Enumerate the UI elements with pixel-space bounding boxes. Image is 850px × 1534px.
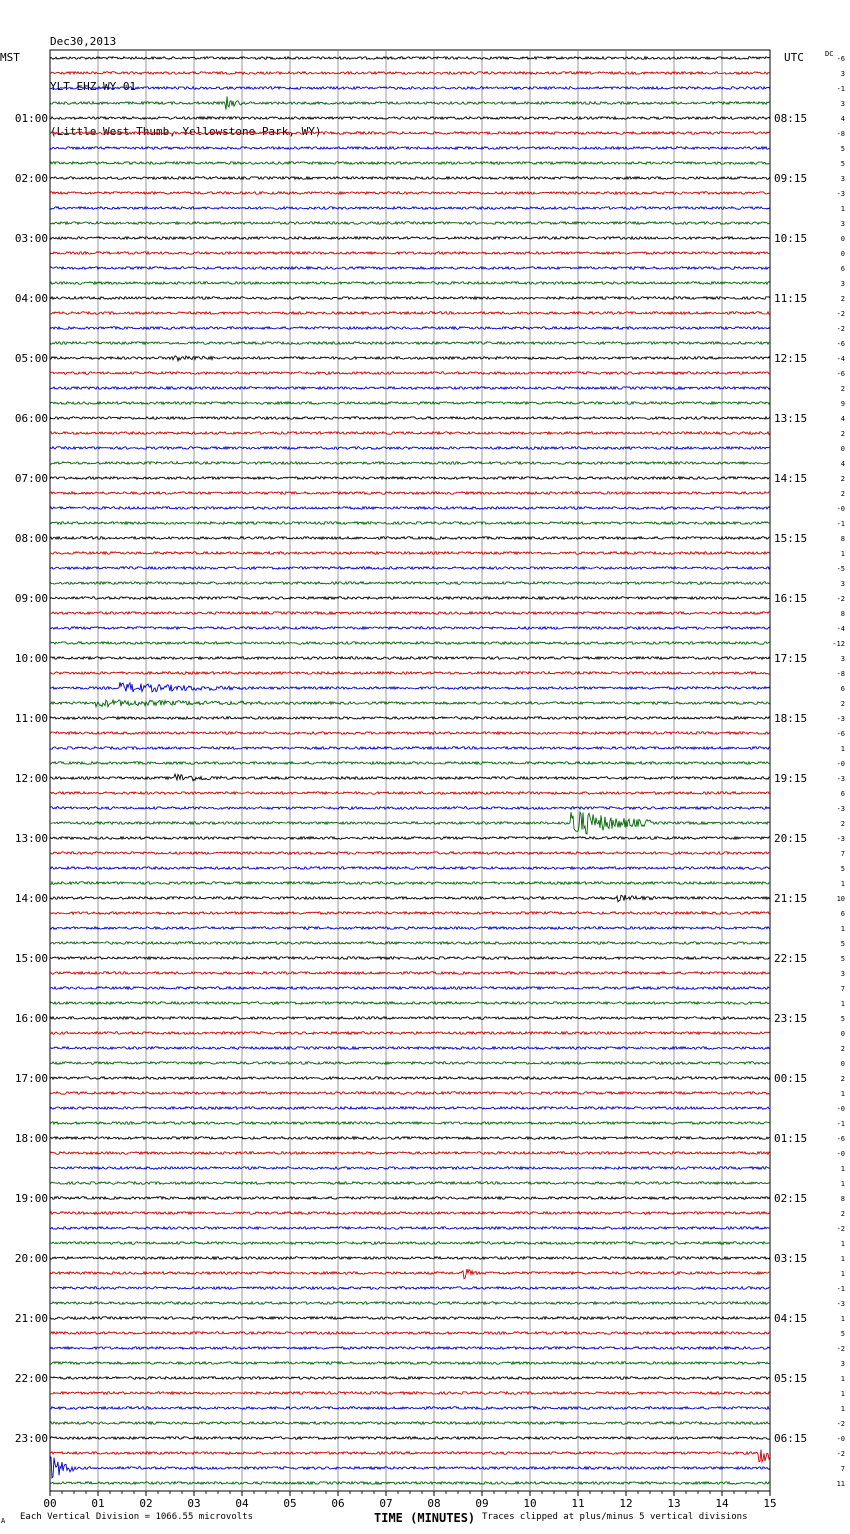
seismic-trace	[50, 177, 770, 180]
seismic-trace	[50, 192, 770, 195]
dc-offset-label: 1	[840, 1375, 845, 1383]
dc-offset-label: -1	[836, 1120, 845, 1128]
dc-offset-label: 0	[840, 235, 845, 243]
seismic-trace	[50, 612, 770, 615]
dc-offset-label: 1	[840, 1240, 845, 1248]
seismic-trace	[50, 812, 770, 834]
seismic-trace	[50, 327, 770, 330]
seismic-trace	[50, 867, 770, 870]
right-time-label: 05:15	[774, 1372, 808, 1385]
seismic-trace	[50, 1422, 770, 1425]
dc-offset-label: 1	[840, 1390, 845, 1398]
seismic-trace	[50, 162, 770, 165]
right-time-label: 10:15	[774, 232, 808, 245]
left-time-label: 04:00	[14, 292, 48, 305]
right-time-label: 17:15	[774, 652, 808, 665]
dc-offset-label: -6	[836, 730, 845, 738]
seismic-trace	[50, 1362, 770, 1365]
seismic-trace	[50, 417, 770, 420]
dc-offset-label: 3	[840, 655, 845, 663]
right-time-label: 15:15	[774, 532, 808, 545]
seismic-trace	[50, 507, 770, 510]
seismic-trace	[50, 462, 770, 465]
seismic-trace	[50, 627, 770, 630]
dc-offset-label: -3	[836, 775, 845, 783]
seismic-trace	[50, 372, 770, 375]
seismic-trace	[50, 147, 770, 150]
dc-offset-label: -4	[836, 355, 845, 363]
right-time-label: 06:15	[774, 1432, 808, 1445]
seismic-trace	[50, 552, 770, 555]
dc-offset-label: 1	[840, 1255, 845, 1263]
dc-offset-label: 8	[840, 535, 845, 543]
right-time-label: 18:15	[774, 712, 808, 725]
utc-label: UTC	[784, 51, 804, 64]
dc-offset-label: -1	[836, 520, 845, 528]
dc-offset-label: 2	[840, 385, 845, 393]
dc-offset-label: 1	[840, 745, 845, 753]
seismic-trace	[50, 807, 770, 810]
seismic-trace	[50, 1287, 770, 1290]
x-tick-label: 13	[667, 1497, 681, 1510]
dc-offset-label: 6	[840, 685, 845, 693]
x-tick-label: 07	[379, 1497, 393, 1510]
seismic-trace	[50, 1017, 770, 1020]
dc-offset-label: 1	[840, 205, 845, 213]
seismic-trace	[50, 267, 770, 270]
seismic-trace	[50, 582, 770, 585]
seismic-trace	[50, 1152, 770, 1155]
seismic-trace	[50, 1167, 770, 1170]
left-time-label: 15:00	[14, 952, 48, 965]
dc-offset-label: 6	[840, 910, 845, 918]
seismic-trace	[50, 387, 770, 390]
left-time-label: 20:00	[14, 1252, 48, 1265]
seismic-trace	[50, 1077, 770, 1080]
x-tick-label: 01	[91, 1497, 105, 1510]
seismic-trace	[50, 1377, 770, 1380]
seismic-trace	[50, 117, 770, 120]
right-time-label: 14:15	[774, 472, 808, 485]
seismic-trace	[50, 57, 770, 60]
dc-offset-label: 8	[840, 1195, 845, 1203]
x-tick-label: 04	[235, 1497, 249, 1510]
dc-offset-label: 1	[840, 1405, 845, 1413]
dc-offset-label: 3	[840, 220, 845, 228]
dc-offset-label: 2	[840, 430, 845, 438]
dc-offset-label: 1	[840, 1270, 845, 1278]
right-time-label: 03:15	[774, 1252, 808, 1265]
location-label: (Little West Thumb, Yellowstone Park, WY)	[50, 125, 322, 138]
dc-offset-label: 4	[840, 460, 845, 468]
left-time-label: 14:00	[14, 892, 48, 905]
dc-offset-label: 3	[840, 70, 845, 78]
dc-offset-label: -0	[836, 1150, 845, 1158]
left-time-label: 01:00	[14, 112, 48, 125]
left-time-label: 11:00	[14, 712, 48, 725]
seismic-trace	[50, 882, 770, 885]
date-label: Dec30,2013	[50, 35, 117, 48]
seismic-trace	[50, 852, 770, 855]
left-time-label: 07:00	[14, 472, 48, 485]
seismic-trace	[50, 282, 770, 285]
right-time-label: 02:15	[774, 1192, 808, 1205]
dc-offset-label: 2	[840, 1045, 845, 1053]
left-time-label: 17:00	[14, 1072, 48, 1085]
dc-offset-label: 2	[840, 1075, 845, 1083]
left-time-label: 08:00	[14, 532, 48, 545]
seismic-trace	[50, 1437, 770, 1440]
x-tick-label: 06	[331, 1497, 345, 1510]
dc-offset-label: 6	[840, 265, 845, 273]
seismic-trace	[50, 1032, 770, 1035]
seismic-trace	[50, 1317, 770, 1320]
left-time-label: 16:00	[14, 1012, 48, 1025]
left-time-label: 19:00	[14, 1192, 48, 1205]
right-time-label: 22:15	[774, 952, 808, 965]
left-time-label: 02:00	[14, 172, 48, 185]
dc-offset-label: 8	[840, 610, 845, 618]
dc-offset-label: 10	[836, 895, 845, 903]
dc-offset-label: 1	[840, 1165, 845, 1173]
dc-offset-label: 1	[840, 925, 845, 933]
dc-offset-label: -6	[836, 55, 845, 63]
x-tick-label: 14	[715, 1497, 729, 1510]
dc-offset-label: 2	[840, 820, 845, 828]
seismic-trace	[50, 957, 770, 960]
right-time-label: 08:15	[774, 112, 808, 125]
dc-offset-label: -1	[836, 85, 845, 93]
seismic-trace	[50, 1456, 770, 1478]
dc-offset-label: -0	[836, 1105, 845, 1113]
dc-offset-label: 3	[840, 580, 845, 588]
dc-offset-label: 3	[840, 970, 845, 978]
dc-offset-label: 1	[840, 550, 845, 558]
seismic-trace	[50, 1347, 770, 1350]
seismic-trace	[50, 912, 770, 915]
seismic-trace	[50, 672, 770, 675]
seismic-trace	[50, 732, 770, 735]
x-tick-label: 05	[283, 1497, 297, 1510]
dc-offset-label: 1	[840, 1315, 845, 1323]
left-time-label: 09:00	[14, 592, 48, 605]
station-label: YLT EHZ WY 01	[50, 80, 137, 93]
dc-offset-label: 0	[840, 1060, 845, 1068]
seismic-trace	[50, 762, 770, 765]
seismic-trace	[50, 895, 770, 902]
dc-offset-label: 2	[840, 700, 845, 708]
dc-offset-label: 6	[840, 790, 845, 798]
dc-offset-label: 3	[840, 100, 845, 108]
dc-offset-label: 3	[840, 1360, 845, 1368]
x-tick-label: 10	[523, 1497, 537, 1510]
right-time-label: 09:15	[774, 172, 808, 185]
seismic-trace	[50, 87, 770, 90]
left-time-label: 21:00	[14, 1312, 48, 1325]
dc-offset-label: -2	[836, 1225, 845, 1233]
dc-offset-label: 0	[840, 250, 845, 258]
seismic-trace	[50, 774, 770, 781]
seismic-trace	[50, 402, 770, 405]
dc-offset-label: 9	[840, 400, 845, 408]
left-time-label: 10:00	[14, 652, 48, 665]
seismic-trace	[50, 927, 770, 930]
dc-offset-label: 1	[840, 880, 845, 888]
dc-offset-label: -0	[836, 505, 845, 513]
dc-offset-label: -6	[836, 370, 845, 378]
left-time-label: 22:00	[14, 1372, 48, 1385]
x-tick-label: 15	[763, 1497, 777, 1510]
seismic-trace	[50, 342, 770, 345]
seismic-trace	[50, 567, 770, 570]
seismic-trace	[50, 1182, 770, 1185]
dc-offset-label: 7	[840, 985, 845, 993]
right-time-label: 19:15	[774, 772, 808, 785]
dc-offset-label: -3	[836, 190, 845, 198]
plot-frame	[50, 50, 770, 1491]
dc-offset-label: -6	[836, 340, 845, 348]
dc-offset-label: 5	[840, 940, 845, 948]
seismic-trace	[50, 657, 770, 660]
right-time-label: 16:15	[774, 592, 808, 605]
seismic-trace	[50, 1242, 770, 1245]
dc-offset-label: 1	[840, 1000, 845, 1008]
dc-offset-label: -3	[836, 715, 845, 723]
mst-label: MST	[0, 51, 20, 64]
seismic-trace	[50, 72, 770, 75]
dc-offset-label: 2	[840, 475, 845, 483]
dc-offset-label: 5	[840, 160, 845, 168]
seismic-trace	[50, 96, 770, 109]
dc-offset-label: -5	[836, 565, 845, 573]
seismic-trace	[50, 987, 770, 990]
dc-offset-label: 7	[840, 850, 845, 858]
left-time-label: 05:00	[14, 352, 48, 365]
left-time-label: 03:00	[14, 232, 48, 245]
dc-offset-label: -2	[836, 1450, 845, 1458]
dc-offset-label: 5	[840, 955, 845, 963]
clip-note: Traces clipped at plus/minus 5 vertical divisions	[482, 1512, 748, 1522]
x-axis-title: TIME (MINUTES)	[374, 1511, 476, 1525]
dc-offset-label: -3	[836, 805, 845, 813]
seismic-trace	[50, 132, 770, 135]
seismic-trace	[50, 1450, 770, 1462]
seismic-trace	[50, 1107, 770, 1110]
seismic-trace	[50, 537, 770, 540]
seismic-trace	[50, 1047, 770, 1050]
left-time-label: 18:00	[14, 1132, 48, 1145]
left-time-label: 23:00	[14, 1432, 48, 1445]
dc-offset-label: -2	[836, 310, 845, 318]
dc-offset-label: 3	[840, 280, 845, 288]
dc-offset-label: 11	[836, 1480, 845, 1488]
seismic-trace	[50, 1257, 770, 1260]
seismic-trace	[50, 1227, 770, 1230]
seismic-trace	[50, 1002, 770, 1005]
seismic-trace	[50, 477, 770, 480]
dc-offset-label: -4	[836, 625, 845, 633]
seismic-trace	[50, 1407, 770, 1410]
seismic-trace	[50, 1122, 770, 1125]
seismic-trace	[50, 972, 770, 975]
dc-offset-label: -1	[836, 1285, 845, 1293]
dc-offset-label: -3	[836, 835, 845, 843]
seismic-trace	[50, 522, 770, 525]
left-time-label: 13:00	[14, 832, 48, 845]
dc-offset-label: -0	[836, 1435, 845, 1443]
seismic-trace	[50, 1137, 770, 1140]
seismic-trace	[50, 792, 770, 795]
seismic-trace	[50, 492, 770, 495]
dc-offset-label: 1	[840, 1180, 845, 1188]
dc-offset-label: 4	[840, 415, 845, 423]
x-tick-label: 08	[427, 1497, 441, 1510]
dc-offset-label: 5	[840, 145, 845, 153]
dc-offset-label: 5	[840, 865, 845, 873]
right-time-label: 11:15	[774, 292, 808, 305]
dc-offset-label: 1	[840, 1090, 845, 1098]
seismic-trace	[50, 747, 770, 750]
dc-offset-label: -8	[836, 130, 845, 138]
right-time-label: 01:15	[774, 1132, 808, 1145]
dc-offset-label: 5	[840, 1330, 845, 1338]
seismic-trace	[50, 717, 770, 720]
seismic-trace	[50, 432, 770, 435]
seismic-trace	[50, 252, 770, 255]
right-time-label: 20:15	[774, 832, 808, 845]
scale-note: Each Vertical Division = 1066.55 microvolts	[20, 1512, 253, 1522]
seismic-trace	[50, 1092, 770, 1095]
x-tick-label: 09	[475, 1497, 489, 1510]
seismic-trace	[50, 312, 770, 315]
x-tick-label: 12	[619, 1497, 633, 1510]
seismic-trace	[50, 1212, 770, 1215]
seismic-trace	[50, 1269, 770, 1279]
dc-offset-label: -2	[836, 595, 845, 603]
corner-mark: A	[1, 1517, 6, 1525]
x-tick-label: 02	[139, 1497, 153, 1510]
seismic-trace	[50, 942, 770, 945]
x-tick-label: 00	[43, 1497, 57, 1510]
seismic-trace	[50, 356, 770, 361]
dc-offset-label: 2	[840, 295, 845, 303]
seismic-trace	[50, 297, 770, 300]
dc-offset-label: 7	[840, 1465, 845, 1473]
dc-offset-label: -6	[836, 1135, 845, 1143]
right-time-label: 12:15	[774, 352, 808, 365]
right-time-label: 00:15	[774, 1072, 808, 1085]
dc-offset-label: -2	[836, 1345, 845, 1353]
dc-offset-label: 0	[840, 445, 845, 453]
x-tick-label: 11	[571, 1497, 585, 1510]
seismic-trace	[50, 642, 770, 645]
dc-offset-label: 3	[840, 175, 845, 183]
left-time-label: 06:00	[14, 412, 48, 425]
dc-offset-label: -12	[832, 640, 845, 648]
seismic-trace	[50, 682, 770, 692]
seismic-trace	[50, 1392, 770, 1395]
dc-offset-label: 5	[840, 1015, 845, 1023]
right-time-label: 23:15	[774, 1012, 808, 1025]
right-time-label: 13:15	[774, 412, 808, 425]
seismic-trace	[50, 700, 770, 707]
right-time-label: 04:15	[774, 1312, 808, 1325]
dc-offset-label: -0	[836, 760, 845, 768]
seismic-trace	[50, 1482, 770, 1485]
right-time-label: 21:15	[774, 892, 808, 905]
seismic-trace	[50, 1332, 770, 1335]
seismic-trace	[50, 237, 770, 240]
dc-offset-label: 0	[840, 1030, 845, 1038]
seismic-trace	[50, 207, 770, 210]
dc-offset-label: -2	[836, 325, 845, 333]
seismic-trace	[50, 447, 770, 450]
seismic-trace	[50, 222, 770, 225]
seismic-trace	[50, 837, 770, 840]
dc-label: DC	[825, 50, 834, 58]
x-tick-label: 03	[187, 1497, 201, 1510]
dc-offset-label: -3	[836, 1300, 845, 1308]
dc-offset-label: 4	[840, 115, 845, 123]
dc-offset-label: -2	[836, 1420, 845, 1428]
dc-offset-label: 2	[840, 490, 845, 498]
dc-offset-label: -8	[836, 670, 845, 678]
seismic-trace	[50, 1302, 770, 1305]
seismic-trace	[50, 1197, 770, 1200]
left-time-label: 12:00	[14, 772, 48, 785]
dc-offset-label: 2	[840, 1210, 845, 1218]
seismic-trace	[50, 597, 770, 600]
seismic-trace	[50, 1062, 770, 1065]
